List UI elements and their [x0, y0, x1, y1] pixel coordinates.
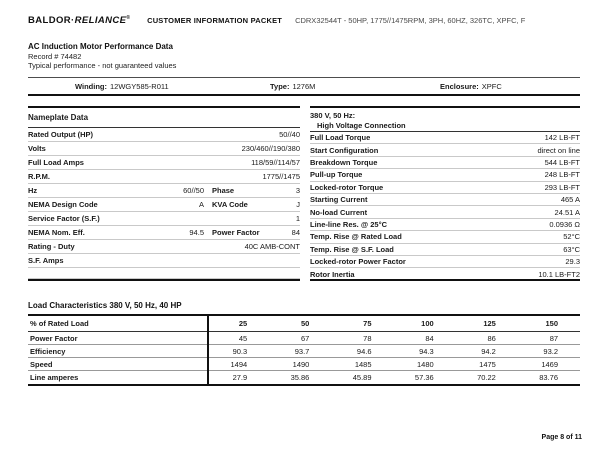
nameplate-cell [204, 186, 300, 195]
nameplate-cell [28, 242, 300, 251]
enclosure-value: XPFC [481, 81, 502, 91]
nameplate-cell [28, 158, 300, 167]
hv-row [310, 182, 580, 194]
row-value: 1775//1475 [262, 172, 300, 181]
row-label: NEMA Design Code [28, 200, 98, 209]
row-value: 3 [295, 186, 300, 195]
hv-title-line2: High Voltage Connection [317, 121, 406, 130]
load-characteristics-title: Load Characteristics 380 V, 50 Hz, 40 HP [28, 301, 182, 310]
row-value: 0.0936 Ω [549, 219, 580, 229]
row-label: Temp. Rise @ S.F. Load [310, 244, 394, 254]
nameplate-row [28, 156, 300, 170]
load-characteristics-table [28, 314, 580, 386]
performance-note: Typical performance - not guaranteed values [28, 61, 177, 70]
nameplate-cell [28, 172, 300, 181]
nameplate-cell [28, 144, 300, 153]
hv-row [310, 244, 580, 256]
row-label: Temp. Rise @ Rated Load [310, 232, 402, 242]
load-cell-value: 90.3 [232, 346, 248, 356]
load-cell-value: 94.2 [481, 346, 496, 356]
winding-label: Winding: [75, 81, 108, 91]
load-cell-value: 93.7 [294, 346, 310, 356]
load-header-row [28, 316, 580, 332]
hv-row [310, 194, 580, 206]
load-header-label: % of Rated Load [30, 319, 89, 328]
load-cell-value: 67 [301, 333, 310, 343]
row-label: Start Configuration [310, 145, 379, 155]
load-data-row [28, 371, 580, 384]
load-data-row [28, 332, 580, 345]
hv-title-line1: 380 V, 50 Hz: [310, 111, 356, 120]
row-label: No-load Current [310, 207, 368, 217]
row-label: Starting Current [310, 195, 368, 205]
nameplate-cell [204, 228, 300, 237]
row-value: A [198, 200, 204, 209]
load-cell-value: 1475 [479, 359, 496, 369]
winding-cell [75, 78, 169, 94]
load-cell-value: 87 [549, 333, 559, 343]
enclosure-label: Enclosure: [440, 81, 479, 91]
type-label: Type: [270, 81, 290, 91]
load-row-label: Efficiency [30, 346, 66, 356]
row-value: 84 [291, 228, 300, 237]
hv-row [310, 206, 580, 218]
logo-dot: · [71, 15, 75, 27]
nameplate-cell [28, 200, 204, 209]
nameplate-cell [28, 214, 300, 223]
row-value: 10.1 LB-FT2 [538, 269, 580, 279]
load-cell-value: 84 [425, 333, 434, 343]
hv-table-title [310, 108, 580, 132]
load-header-value: 100 [421, 319, 434, 328]
load-cell-value: 45 [238, 333, 248, 343]
load-cell-value: 94.6 [356, 346, 372, 356]
column-divider [207, 316, 209, 384]
row-label: Rated Output (HP) [28, 130, 93, 139]
nameplate-title: Nameplate Data [28, 108, 300, 128]
row-value: 142 LB-FT [544, 133, 580, 143]
nameplate-row [28, 170, 300, 184]
nameplate-row [28, 128, 300, 142]
nameplate-row [28, 254, 300, 268]
load-header-value: 50 [301, 319, 310, 328]
load-cell-value: 1469 [541, 359, 559, 369]
row-label: Hz [28, 186, 38, 195]
row-label: KVA Code [212, 200, 248, 209]
page-header [28, 15, 582, 26]
row-label: Rating - Duty [28, 242, 75, 251]
title-block [28, 42, 176, 71]
registered-trademark-icon: ® [126, 15, 131, 21]
row-label: Phase [212, 186, 235, 195]
load-cell-value: 70.22 [477, 373, 496, 382]
row-value: 118/59//114/57 [251, 158, 300, 167]
nameplate-row [28, 226, 300, 240]
load-cell-value: 57.36 [414, 373, 434, 382]
row-label: Locked-rotor Torque [310, 182, 384, 192]
nameplate-row [28, 198, 300, 212]
load-cell-value: 1494 [230, 359, 248, 369]
nameplate-cell [28, 186, 204, 195]
type-cell [270, 78, 315, 94]
load-row-label: Line amperes [30, 373, 79, 382]
nameplate-row [28, 212, 300, 226]
load-row-label: Power Factor [30, 333, 78, 343]
hv-row [310, 144, 580, 156]
nameplate-table [28, 106, 300, 281]
nameplate-cell [28, 256, 300, 265]
load-table-rows [28, 316, 580, 384]
row-label: Breakdown Torque [310, 157, 378, 167]
row-value: direct on line [537, 145, 580, 155]
row-value: J [296, 200, 300, 209]
packet-title: CUSTOMER INFORMATION PACKET [147, 16, 283, 26]
load-cell-value: 1490 [292, 359, 310, 369]
row-label: Power Factor [212, 228, 260, 237]
row-value: 24.51 A [554, 207, 580, 217]
row-value: 465 A [560, 195, 580, 205]
nameplate-row [28, 240, 300, 254]
hv-row [310, 169, 580, 181]
load-header-value: 125 [483, 319, 496, 328]
row-label: Volts [28, 144, 46, 153]
row-value: 94.5 [189, 228, 204, 237]
load-row-label: Speed [30, 359, 53, 369]
load-cell-value: 93.2 [543, 346, 559, 356]
row-value: 544 LB-FT [544, 157, 580, 167]
load-data-row [28, 358, 580, 371]
nameplate-cell [28, 228, 204, 237]
row-value: 60//50 [183, 186, 204, 195]
hv-row [310, 219, 580, 231]
row-label: Rotor Inertia [310, 269, 355, 279]
row-value: 248 LB-FT [544, 170, 580, 180]
hv-row [310, 268, 580, 280]
nameplate-row [28, 184, 300, 198]
baldor-reliance-logo [28, 15, 130, 26]
nameplate-rows [28, 128, 300, 279]
load-cell-value: 83.76 [539, 373, 559, 382]
load-header-value: 25 [238, 319, 248, 328]
row-label: S.F. Amps [28, 256, 64, 265]
hv-row [310, 256, 580, 268]
row-label: Locked-rotor Power Factor [310, 257, 406, 267]
nameplate-cell [204, 200, 300, 209]
load-cell-value: 35.86 [290, 373, 310, 382]
row-value: 1 [295, 214, 300, 223]
document-title: AC Induction Motor Performance Data [28, 42, 173, 51]
row-value: 293 LB-FT [544, 182, 580, 192]
row-label: Line-line Res. @ 25°C [310, 219, 387, 229]
row-value: 63°C [563, 244, 580, 254]
row-label: Full Load Torque [310, 133, 371, 143]
load-data-row [28, 345, 580, 358]
nameplate-row [28, 142, 300, 156]
load-cell-value: 27.9 [232, 373, 248, 382]
load-cell-value: 94.3 [419, 346, 434, 356]
load-header-value: 75 [363, 319, 372, 328]
load-cell-value: 78 [363, 333, 372, 343]
motor-info-row [28, 77, 580, 96]
nameplate-cell [28, 130, 300, 139]
load-cell-value: 86 [487, 333, 496, 343]
logo-baldor-text: BALDOR [28, 15, 72, 27]
logo-reliance-text: RELIANCE [74, 15, 127, 27]
row-value: 50//40 [279, 130, 300, 139]
load-header-value: 150 [545, 319, 559, 328]
row-label: R.P.M. [28, 172, 50, 181]
hv-rows [310, 132, 580, 281]
row-label: Pull-up Torque [310, 170, 363, 180]
hv-row [310, 132, 580, 144]
row-value: 230/460//190/380 [241, 144, 300, 153]
winding-value: 12WGY585-R011 [110, 81, 169, 91]
page-number: Page 8 of 11 [541, 434, 582, 441]
load-cell-value: 45.89 [352, 373, 372, 382]
hv-row [310, 231, 580, 243]
record-number: Record # 74482 [28, 51, 82, 61]
row-value: 52°C [563, 232, 580, 242]
hv-connection-table [310, 106, 580, 281]
row-value: 29.3 [565, 257, 580, 267]
row-label: Service Factor (S.F.) [28, 214, 100, 223]
row-value: 40C AMB-CONT [244, 242, 300, 251]
load-cell-value: 1480 [417, 359, 434, 369]
row-label: NEMA Nom. Eff. [28, 228, 85, 237]
enclosure-cell [440, 78, 502, 94]
load-cell-value: 1485 [354, 359, 372, 369]
row-label: Full Load Amps [28, 158, 84, 167]
type-value: 1276M [292, 81, 316, 91]
product-description: CDRX32544T - 50HP, 1775//1475RPM, 3PH, 60HZ, 326TC, XPFC, F [295, 16, 526, 26]
hv-row [310, 157, 580, 169]
